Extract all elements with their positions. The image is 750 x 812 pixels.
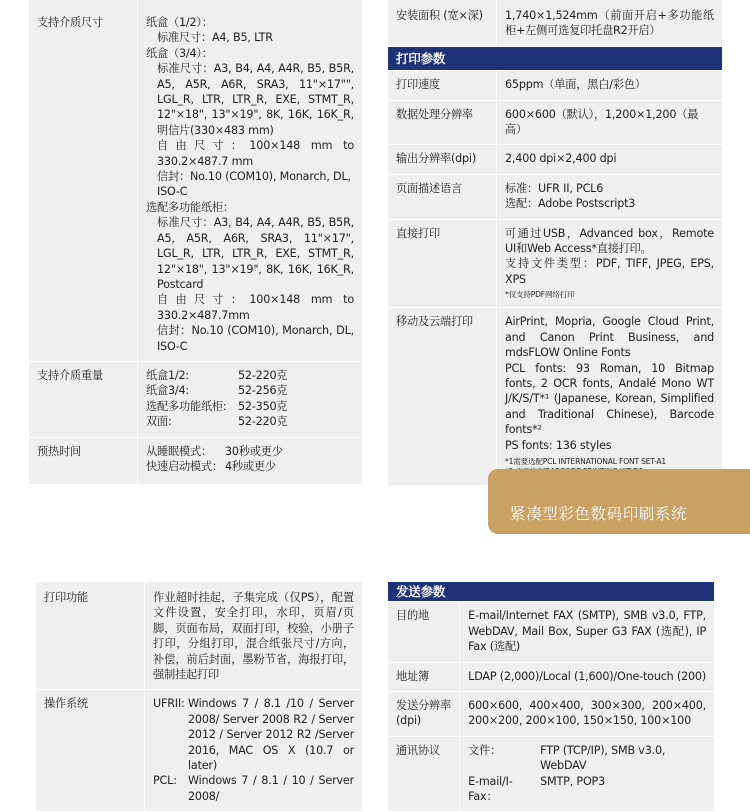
- print-params-title: 打印参数: [388, 46, 723, 70]
- media-size-line: 纸盒（3/4）：: [146, 46, 213, 60]
- media-size-line: 标准尺寸：A4, B5, LTR: [157, 31, 273, 45]
- resolution-value: 600×600（默认），1,200×1,200（最高）: [497, 100, 723, 145]
- direct-print-value: [497, 219, 723, 308]
- weight-val: 52-256克: [238, 384, 288, 398]
- spec-table-print: [387, 0, 723, 486]
- row-install-area: [388, 0, 723, 46]
- os-val: Windows 7 / 8.1 /10 / Server 2008/ Server 2008 R2 / Server 2012 / Server 2012 R2 /Server 2016, MAC OS X (10.7 or later): [188, 697, 354, 773]
- row-mobile-cloud: [388, 308, 723, 486]
- protocol-val: FTP (TCP/IP), SMB v3.0, WebDAV: [540, 743, 666, 773]
- weight-val: 52-220克: [238, 415, 288, 429]
- send-params-title: 发送参数: [388, 582, 715, 602]
- row-media-size: [29, 0, 363, 361]
- send-resolution-label: 发送分辨率(dpi): [388, 692, 460, 737]
- mobile-cloud-line: AirPrint, Mopria, Google Cloud Print, and Canon Print Business, and mdsFLOW Online Fonts: [505, 315, 714, 360]
- install-area-value: 1,740×1,524mm（前面开启+多功能纸柜+左侧可选复印托盘R2开启）: [497, 0, 723, 46]
- row-resolution: [388, 100, 723, 145]
- row-print-functions: [36, 582, 363, 690]
- weight-key: 选配多功能纸柜:: [146, 399, 227, 413]
- warmup-key: 从睡眠模式：: [146, 444, 212, 458]
- media-size-line: 选配多功能纸柜：: [146, 200, 234, 214]
- destination-label: 目的地: [388, 602, 460, 662]
- protocol-val: SMTP, POP3: [540, 774, 606, 788]
- protocol-key: 文件：: [468, 743, 502, 757]
- mobile-cloud-note: *1需要选配PCL INTERNATIONAL FONT SET-A1: [505, 456, 667, 466]
- media-weight-value: [138, 361, 363, 437]
- media-size-line: 自由尺寸：100×148 mm to 330.2×487.7 mm: [157, 139, 354, 168]
- print-speed-label: 打印速度: [388, 71, 497, 100]
- spec-table-send: [387, 581, 715, 812]
- os-label: 操作系统: [36, 690, 145, 812]
- warmup-value: [138, 437, 363, 485]
- protocol-key: E-mail/I-Fax：: [468, 774, 513, 804]
- warmup-label: 预热时间: [29, 437, 138, 485]
- spec-table-media: [28, 0, 363, 485]
- row-send-resolution: [388, 692, 715, 737]
- media-size-line: 信封：No.10 (COM10), Monarch, DL, ISO-C: [157, 170, 351, 199]
- destination-value: E-mail/Internet FAX (SMTP), SMB v3.0, FTP, WebDAV, Mail Box, Super G3 FAX (选配), IP Fax (选配): [460, 602, 715, 662]
- weight-val: 52-350克: [238, 399, 288, 413]
- row-protocol: [388, 736, 715, 812]
- output-resolution-value: 2,400 dpi×2,400 dpi: [497, 145, 723, 174]
- direct-print-line: 可通过USB，Advanced box，Remote UI和Web Access*直接打印。: [505, 226, 714, 256]
- section-banner-title: 紧凑型彩色数码印刷系统: [510, 505, 688, 523]
- media-weight-label: 支持介质重量: [29, 361, 138, 437]
- pdl-line: 标准：UFR II, PCL6: [505, 181, 604, 195]
- media-size-line: 信封：No.10 (COM10), Monarch, DL, ISO-C: [157, 324, 354, 353]
- spec-table-software: [35, 581, 363, 812]
- pdl-value: [497, 174, 723, 219]
- media-size-line: 标准尺寸：A3, B4, A4, A4R, B5, B5R, A5, A5R, A6R, SRA3, 11"×17"", LGL_R, LTR, LTR_R, EXE, STMT_R, 12"×18", 13"×19", 8K, 16K, 16K_R, 明信片(330×483 mm): [157, 62, 354, 137]
- pdl-line: 选配：Adobe Postscript3: [505, 197, 636, 211]
- print-speed-value: 65ppm（单面，黑白/彩色）: [497, 71, 723, 100]
- mobile-cloud-line: PCL fonts: 93 Roman, 10 Bitmap fonts, 2 OCR fonts, Andalé Mono WT J/K/S/T*¹ (Japanese, Korean, Simplified and Traditional Chinese), Barcode fonts*²: [505, 361, 714, 437]
- pdl-label: 页面描述语言: [388, 174, 497, 219]
- warmup-key: 快速启动模式：: [146, 459, 223, 473]
- row-destination: [388, 602, 715, 662]
- send-params-header: [388, 582, 715, 602]
- weight-key: 双面:: [146, 415, 172, 429]
- mobile-cloud-label: 移动及云端打印: [388, 308, 497, 486]
- media-size-line: 自由尺寸：100×148 mm to 330.2×487.7mm: [157, 293, 354, 322]
- row-media-weight: [29, 361, 363, 437]
- direct-print-note: *仅支持PDF网络打印: [505, 290, 575, 300]
- protocol-value: [460, 736, 715, 812]
- row-address-book: [388, 662, 715, 691]
- output-resolution-label: 输出分辨率(dpi): [388, 145, 497, 174]
- media-size-line: 纸盒（1/2）：: [146, 16, 213, 29]
- install-area-label: 安装面积 (宽×深): [388, 0, 497, 46]
- address-book-label: 地址簿: [388, 662, 460, 691]
- mobile-cloud-line: PS fonts: 136 styles: [505, 438, 612, 452]
- direct-print-line: 支持文件类型：PDF, TIFF, JPEG, EPS, XPS: [505, 257, 714, 286]
- media-size-value: [138, 0, 363, 361]
- os-key: PCL:: [153, 774, 177, 788]
- weight-key: 纸盒3/4:: [146, 384, 189, 398]
- row-print-speed: [388, 71, 723, 100]
- os-val: Windows 7 / 8.1 / 10 / Server 2008/: [188, 774, 354, 803]
- weight-val: 52-220克: [238, 368, 288, 382]
- media-size-label: 支持介质尺寸: [29, 0, 138, 361]
- print-functions-value: 作业超时挂起，子集完成（仅PS），配置文件设置，安全打印，水印，页眉/页脚，页面布局，双面打印，校验，小册子打印，分组打印，混合纸张尺寸/方向，补偿，前后封面，墨粉节省，海报打印，强制挂起打印: [145, 582, 363, 690]
- row-warmup: [29, 437, 363, 485]
- direct-print-label: 直接打印: [388, 219, 497, 308]
- send-resolution-value: 600×600, 400×400, 300×300, 200×400, 200×200, 200×100, 150×150, 100×100: [460, 692, 715, 737]
- warmup-val: 30秒或更少: [225, 444, 283, 458]
- weight-key: 纸盒1/2:: [146, 368, 189, 382]
- warmup-val: 4秒或更少: [225, 459, 276, 473]
- address-book-value: LDAP (2,000)/Local (1,600)/One-touch (200): [460, 662, 715, 691]
- row-pdl: [388, 174, 723, 219]
- row-output-resolution: [388, 145, 723, 174]
- os-key: UFRII:: [153, 697, 185, 711]
- resolution-label: 数据处理分辨率: [388, 100, 497, 145]
- row-direct-print: [388, 219, 723, 308]
- protocol-label: 通讯协议: [388, 736, 460, 812]
- media-size-line: 标准尺寸：A3, B4, A4, A4R, B5, B5R, A5, A5R, A6R, SRA3, 11"×17", LGL_R, LTR, LTR_R, EXE, STMT_R, 12"×18", 13"×19", 8K, 16K, 16K_R, Postcard: [157, 216, 354, 291]
- print-params-header: [388, 46, 723, 70]
- print-functions-label: 打印功能: [36, 582, 145, 690]
- mobile-cloud-value: [497, 308, 723, 486]
